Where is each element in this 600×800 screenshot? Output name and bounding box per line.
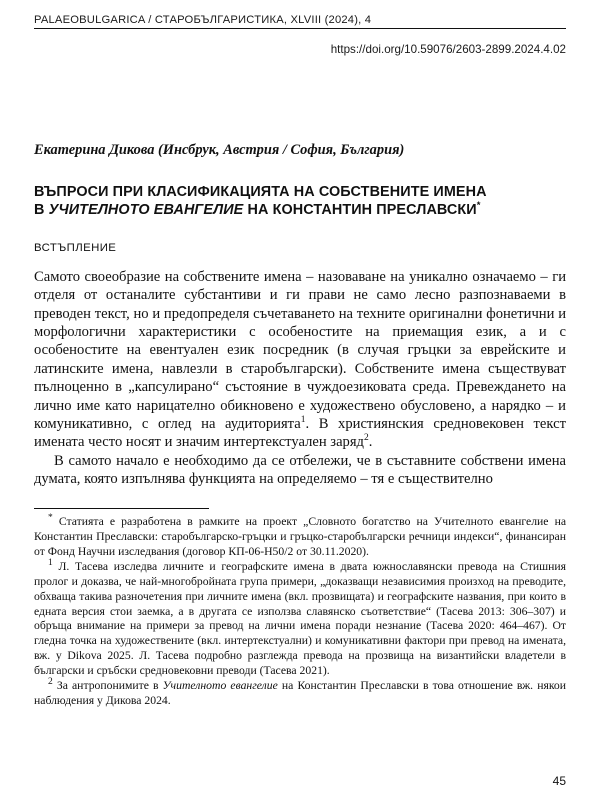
- title-line-2-suffix: НА КОНСТАНТИН ПРЕСЛАВСКИ: [243, 202, 477, 219]
- footnote-separator: [34, 508, 209, 509]
- body-text: [34, 268, 566, 489]
- doi-link[interactable]: https://doi.org/10.59076/2603-2899.2024.4.02: [330, 43, 566, 56]
- paragraph-1-continued: . В християнския средновековен текст имената често носят и значим интертекстуален заряд: [34, 415, 566, 451]
- footnote-2-text-prefix: За антропонимите в: [56, 678, 163, 692]
- footnote-star: [34, 515, 566, 560]
- footnote-star-text: Статията е разработена в рамките на проект „Словното богатство на Учителното евангелие на Константин Преславски: старобългарско-гръцки и гръцко-старобългарски речници индекси“, финансиран от Фонд Научни изследвания (договор КП-06-Н50/2 от 30.11.2020).: [34, 515, 567, 559]
- footnote-2-text-suffix: на Константин Преславски в това отношение вж. някои наблюдения у Дикова 2024.: [34, 678, 567, 707]
- paragraph-1-text: Самото своеобразие на собствените имена – назоваване на уникално означаемо – ги отделя от останалите субстантиви и ги прави не само лесно разпознаваеми в преводен текст, но и предопределя съчетаването на техните оригинални фонетични и морфологични характеристики с особеностите на приемащия език, а и с особеностите на евентуален език посредник (в случая гръцки за еврейските и латинските имена, навлезли в старобългарски). Собствените имена съществуват пълноценно в „капсулирано“ състояние в чуждоезиковата среда. Превеждането на лично име като нарицателно обикновено е художествено обусловено, а нарядко – и комуникативно, с оглед на аудиторията: [34, 268, 566, 432]
- footnote-star-marker: *: [48, 513, 53, 524]
- footnote-ref-1[interactable]: 1: [300, 415, 306, 426]
- title-line-1: ВЪПРОСИ ПРИ КЛАСИФИКАЦИЯТА НА СОБСТВЕНИТЕ ИМЕНА: [34, 184, 487, 200]
- running-head: PALAEOBULGARICA / СТАРОБЪЛГАРИСТИКА, XLVIII (2024), 4: [34, 14, 372, 26]
- footnote-1: [34, 560, 566, 679]
- footnote-2-work-name: Учителното евангелие: [162, 678, 278, 692]
- title-footnote-marker: *: [476, 200, 481, 212]
- paragraph-1-end: .: [368, 434, 373, 451]
- footnotes: [34, 515, 566, 708]
- footnote-ref-2[interactable]: 2: [363, 433, 369, 444]
- footnote-1-text: Л. Тасева изследва личните и географските имена в двата южнославянски превода на Стишния пролог и доказва, че най-многобройната група примери, „доказващи независимия произход на преводите, обхваща такива разночетения при личните имена (вкл. прозвищата) и географските названия, при които в едната версия стои заемка, а в другата се използва славянско съответствие“ (Тасева 2013: 306–307) и обръща внимание на примери за превод на лични имена поради незнание (Тасева 2020: 464–467). От гледна точка на художествените (вкл. интертекстуални) и комуникативни фактори при превод на имената, вж. у Dikova 2025. Л. Тасева подробно разглежда превода на прозвища на византийски владетели в български и сръбски средновековни преводи (Тасева 2021).: [34, 559, 566, 677]
- article-title: [34, 183, 566, 220]
- section-heading: ВСТЪПЛЕНИЕ: [34, 241, 117, 254]
- footnote-1-marker: 1: [48, 558, 53, 569]
- footnote-2-marker: 2: [48, 676, 53, 687]
- author-line: Екатерина Дикова (Инсбрук, Австрия / София, България): [34, 142, 405, 158]
- paragraph-1: [34, 268, 566, 452]
- footnote-2: [34, 676, 567, 709]
- page-number: 45: [552, 774, 566, 788]
- title-line-2-prefix: В: [34, 202, 49, 219]
- paragraph-2: В самото начало е необходимо да се отбележи, че в съставните собствени имена думата, която изпълнява функцията на определяемо – тя е съществително: [34, 452, 566, 487]
- header-rule: [34, 28, 566, 29]
- title-work-name: УЧИТЕЛНОТО ЕВАНГЕЛИЕ: [48, 202, 244, 219]
